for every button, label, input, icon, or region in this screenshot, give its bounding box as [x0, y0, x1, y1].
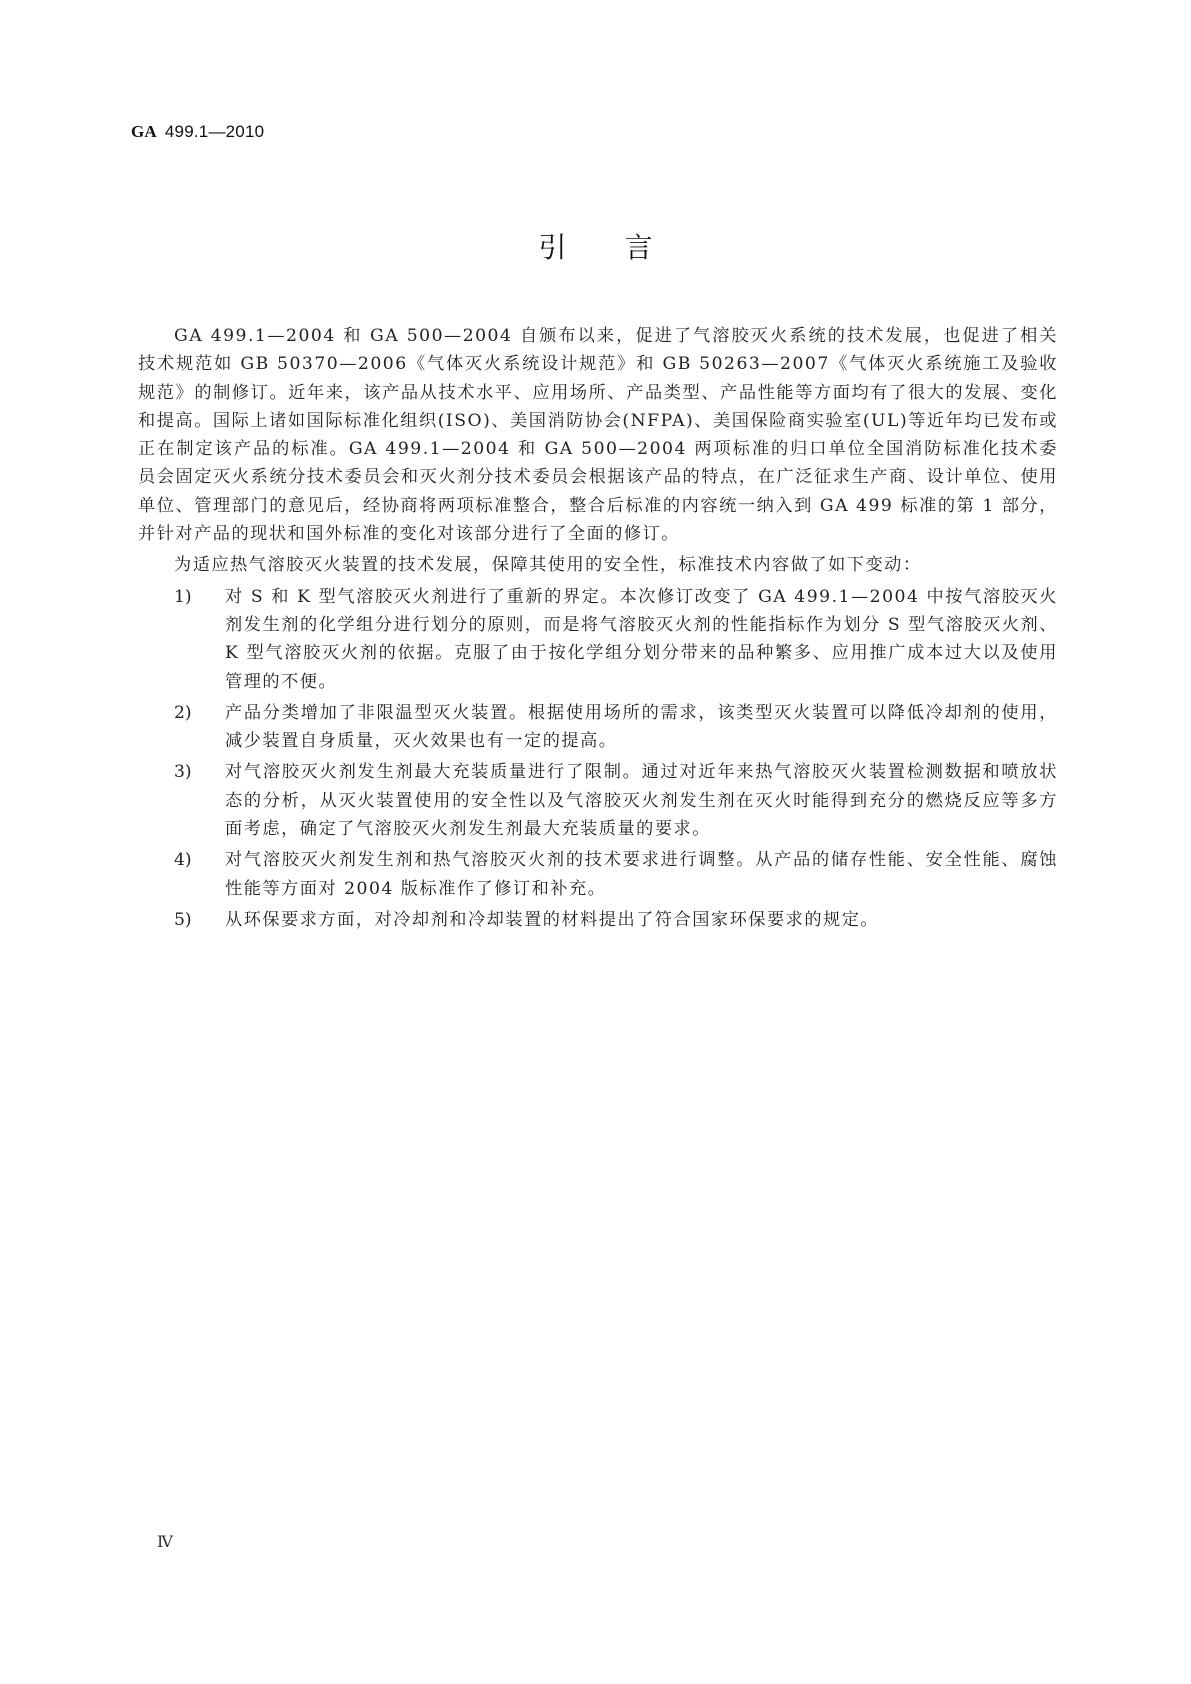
- changes-lead-paragraph: 为适应热气溶胶灭火装置的技术发展，保障其使用的安全性，标准技术内容做了如下变动：: [174, 555, 922, 576]
- change-item-1: [138, 580, 1058, 696]
- document-body: [138, 322, 1058, 934]
- change-item-4: [138, 843, 1058, 903]
- page-number: Ⅳ: [157, 1534, 173, 1551]
- change-item-5: [138, 903, 1058, 934]
- list-item-text: 产品分类增加了非限温型灭火装置。根据使用场所的需求，该类型灭火装置可以降低冷却剂的使用，减少装置自身质量，灭火效果也有一定的提高。: [225, 702, 1058, 752]
- list-marker: 1): [174, 586, 192, 607]
- list-item-text: 对气溶胶灭火剂发生剂最大充装质量进行了限制。通过对近年来热气溶胶灭火装置检测数据和喷放状态的分析，从灭火装置使用的安全性以及气溶胶灭火剂发生剂在灭火时能得到充分的燃烧反应等多方面考虑，确定了气溶胶灭火剂发生剂最大充装质量的要求。: [225, 762, 1058, 840]
- list-item-text: 从环保要求方面，对冷却剂和冷却装置的材料提出了符合国家环保要求的规定。: [225, 909, 880, 930]
- page-title: 引言: [538, 231, 711, 264]
- change-item-2: [138, 696, 1058, 756]
- list-marker: 5): [174, 909, 192, 930]
- document-code-number: 499.1—2010: [164, 122, 265, 141]
- intro-paragraph: GA 499.1—2004 和 GA 500—2004 自颁布以来，促进了气溶胶灭火系统的技术发展，也促进了相关技术规范如 GB 50370—2006《气体灭火系统设计规范》和 GB 50263—2007《气体灭火系统施工及验收规范》的制修订。近年来，该产品从技术水平、应用场所、产品类型、产品性能等方面均有了很大的发展、变化和提高。国际上诸如国际标准化组织(ISO)、美国消防协会(NFPA)、美国保险商实验室(UL)等近年均已发布或正在制定该产品的标准。GA 499.1—2004 和 GA 500—2004 两项标准的归口单位全国消防标准化技术委员会固定灭火系统分技术委员会和灭火剂分技术委员会根据该产品的特点，在广泛征求生产商、设计单位、使用单位、管理部门的意见后，经协商将两项标准整合，整合后标准的内容统一纳入到 GA 499 标准的第 1 部分，并针对产品的现状和国外标准的变化对该部分进行了全面的修订。: [138, 326, 1058, 545]
- document-code-prefix: GA: [131, 122, 157, 141]
- document-code: [131, 122, 264, 142]
- list-marker: 4): [174, 850, 192, 871]
- list-item-text: 对 S 和 K 型气溶胶灭火剂进行了重新的界定。本次修订改变了 GA 499.1—2004 中按气溶胶灭火剂发生剂的化学组分进行划分的原则，而是将气溶胶灭火剂的性能指标作为划分 S 型气溶胶灭火剂、K 型气溶胶灭火剂的依据。克服了由于按化学组分划分带来的品种繁多、应用推广成本过大以及使用管理的不便。: [225, 586, 1058, 692]
- list-marker: 3): [174, 762, 192, 783]
- change-item-3: [138, 755, 1058, 843]
- list-marker: 2): [174, 702, 192, 723]
- list-item-text: 对气溶胶灭火剂发生剂和热气溶胶灭火剂的技术要求进行调整。从产品的储存性能、安全性能、腐蚀性能等方面对 2004 版标准作了修订和补充。: [225, 850, 1058, 899]
